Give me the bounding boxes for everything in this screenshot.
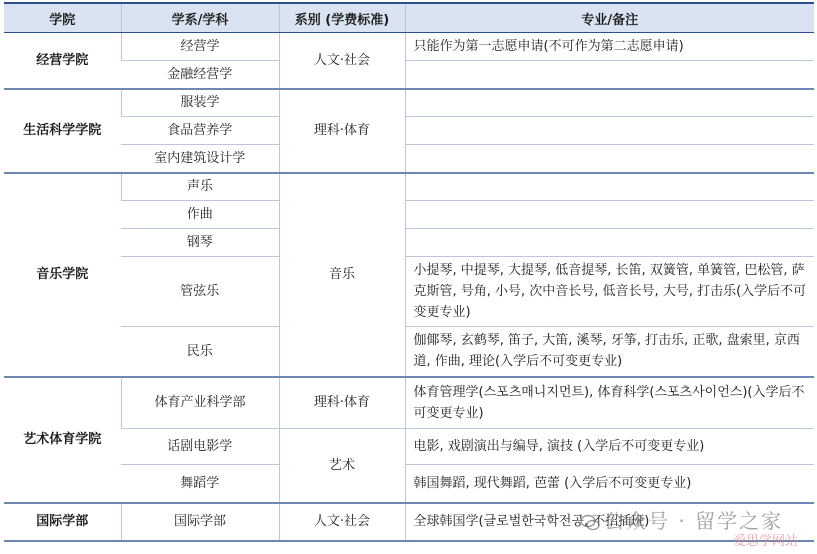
note-cell bbox=[405, 201, 814, 229]
table-row bbox=[4, 33, 814, 61]
table-row bbox=[4, 201, 814, 229]
dept-cell: 声乐 bbox=[121, 173, 279, 201]
table-row bbox=[4, 117, 814, 145]
dept-cell: 食品营养学 bbox=[121, 117, 279, 145]
dept-cell: 体育产业科学部 bbox=[121, 377, 279, 429]
note-cell: 体育管理学(스포츠매니지먼트), 体育科学(스포츠사이언스)(入学后不可变更专业) bbox=[405, 377, 814, 429]
table-row bbox=[4, 429, 814, 465]
wechat-icon bbox=[580, 514, 600, 532]
college-cell: 音乐学院 bbox=[4, 173, 121, 377]
note-cell: 伽倻琴, 玄鹤琴, 笛子, 大笛, 溪琴, 牙筝, 打击乐, 正歌, 盘索里, 京西道, 作曲, 理论(入学后不可变更专业) bbox=[405, 327, 814, 377]
dept-cell: 话剧电影学 bbox=[121, 429, 279, 465]
dept-cell: 国际学部 bbox=[121, 503, 279, 541]
college-cell: 艺术体育学院 bbox=[4, 377, 121, 503]
table-row bbox=[4, 145, 814, 173]
fee-cell: 艺术 bbox=[279, 429, 405, 503]
dept-cell: 民乐 bbox=[121, 327, 279, 377]
note-cell bbox=[405, 173, 814, 201]
college-cell: 经营学院 bbox=[4, 33, 121, 89]
note-cell: 全球韩国学(글로벌한국학전공, 不招插班) bbox=[405, 503, 814, 541]
dept-cell: 金融经营学 bbox=[121, 61, 279, 89]
note-cell: 电影, 戏剧演出与编导, 演技 (入学后不可变更专业) bbox=[405, 429, 814, 465]
dept-cell: 作曲 bbox=[121, 201, 279, 229]
table-header-row bbox=[4, 3, 814, 33]
table-row bbox=[4, 257, 814, 327]
note-cell: 只能作为第一志愿申请(不可作为第二志愿申请) bbox=[405, 33, 814, 61]
table-row bbox=[4, 327, 814, 377]
table-row bbox=[4, 465, 814, 503]
table-row bbox=[4, 61, 814, 89]
college-cell: 国际学部 bbox=[4, 503, 121, 541]
note-cell bbox=[405, 61, 814, 89]
dept-cell: 服装学 bbox=[121, 89, 279, 117]
table-row bbox=[4, 173, 814, 201]
table-row bbox=[4, 89, 814, 117]
dept-cell: 钢琴 bbox=[121, 229, 279, 257]
note-cell bbox=[405, 229, 814, 257]
watermark-sub: 爱思学网站 bbox=[733, 534, 799, 549]
header-fee-category: 系别 (学费标准) bbox=[279, 3, 405, 33]
note-cell bbox=[405, 117, 814, 145]
note-cell: 韩国舞蹈, 现代舞蹈, 芭蕾 (入学后不可变更专业) bbox=[405, 465, 814, 503]
note-cell: 小提琴, 中提琴, 大提琴, 低音提琴, 长笛, 双簧管, 单簧管, 巴松管, 萨克斯管, 号角, 小号, 次中音长号, 低音长号, 大号, 打击乐(入学后不可变更专业) bbox=[405, 257, 814, 327]
fee-cell: 人文·社会 bbox=[279, 33, 405, 89]
watermark-text: 公众号 · 留学之家 bbox=[604, 509, 784, 533]
fee-cell: 理科·体育 bbox=[279, 89, 405, 173]
fee-cell: 理科·体育 bbox=[279, 377, 405, 429]
dept-cell: 管弦乐 bbox=[121, 257, 279, 327]
dept-cell: 室内建筑设计学 bbox=[121, 145, 279, 173]
fee-cell: 人文·社会 bbox=[279, 503, 405, 541]
header-major-notes: 专业/备注 bbox=[405, 3, 814, 33]
fee-cell: 音乐 bbox=[279, 173, 405, 377]
dept-cell: 经营学 bbox=[121, 33, 279, 61]
header-department: 学系/学科 bbox=[121, 3, 279, 33]
table-row bbox=[4, 377, 814, 429]
note-cell bbox=[405, 89, 814, 117]
college-cell: 生活科学学院 bbox=[4, 89, 121, 173]
table-row bbox=[4, 229, 814, 257]
header-college: 学院 bbox=[4, 3, 121, 33]
dept-cell: 舞蹈学 bbox=[121, 465, 279, 503]
admission-table bbox=[4, 2, 814, 542]
note-cell bbox=[405, 145, 814, 173]
